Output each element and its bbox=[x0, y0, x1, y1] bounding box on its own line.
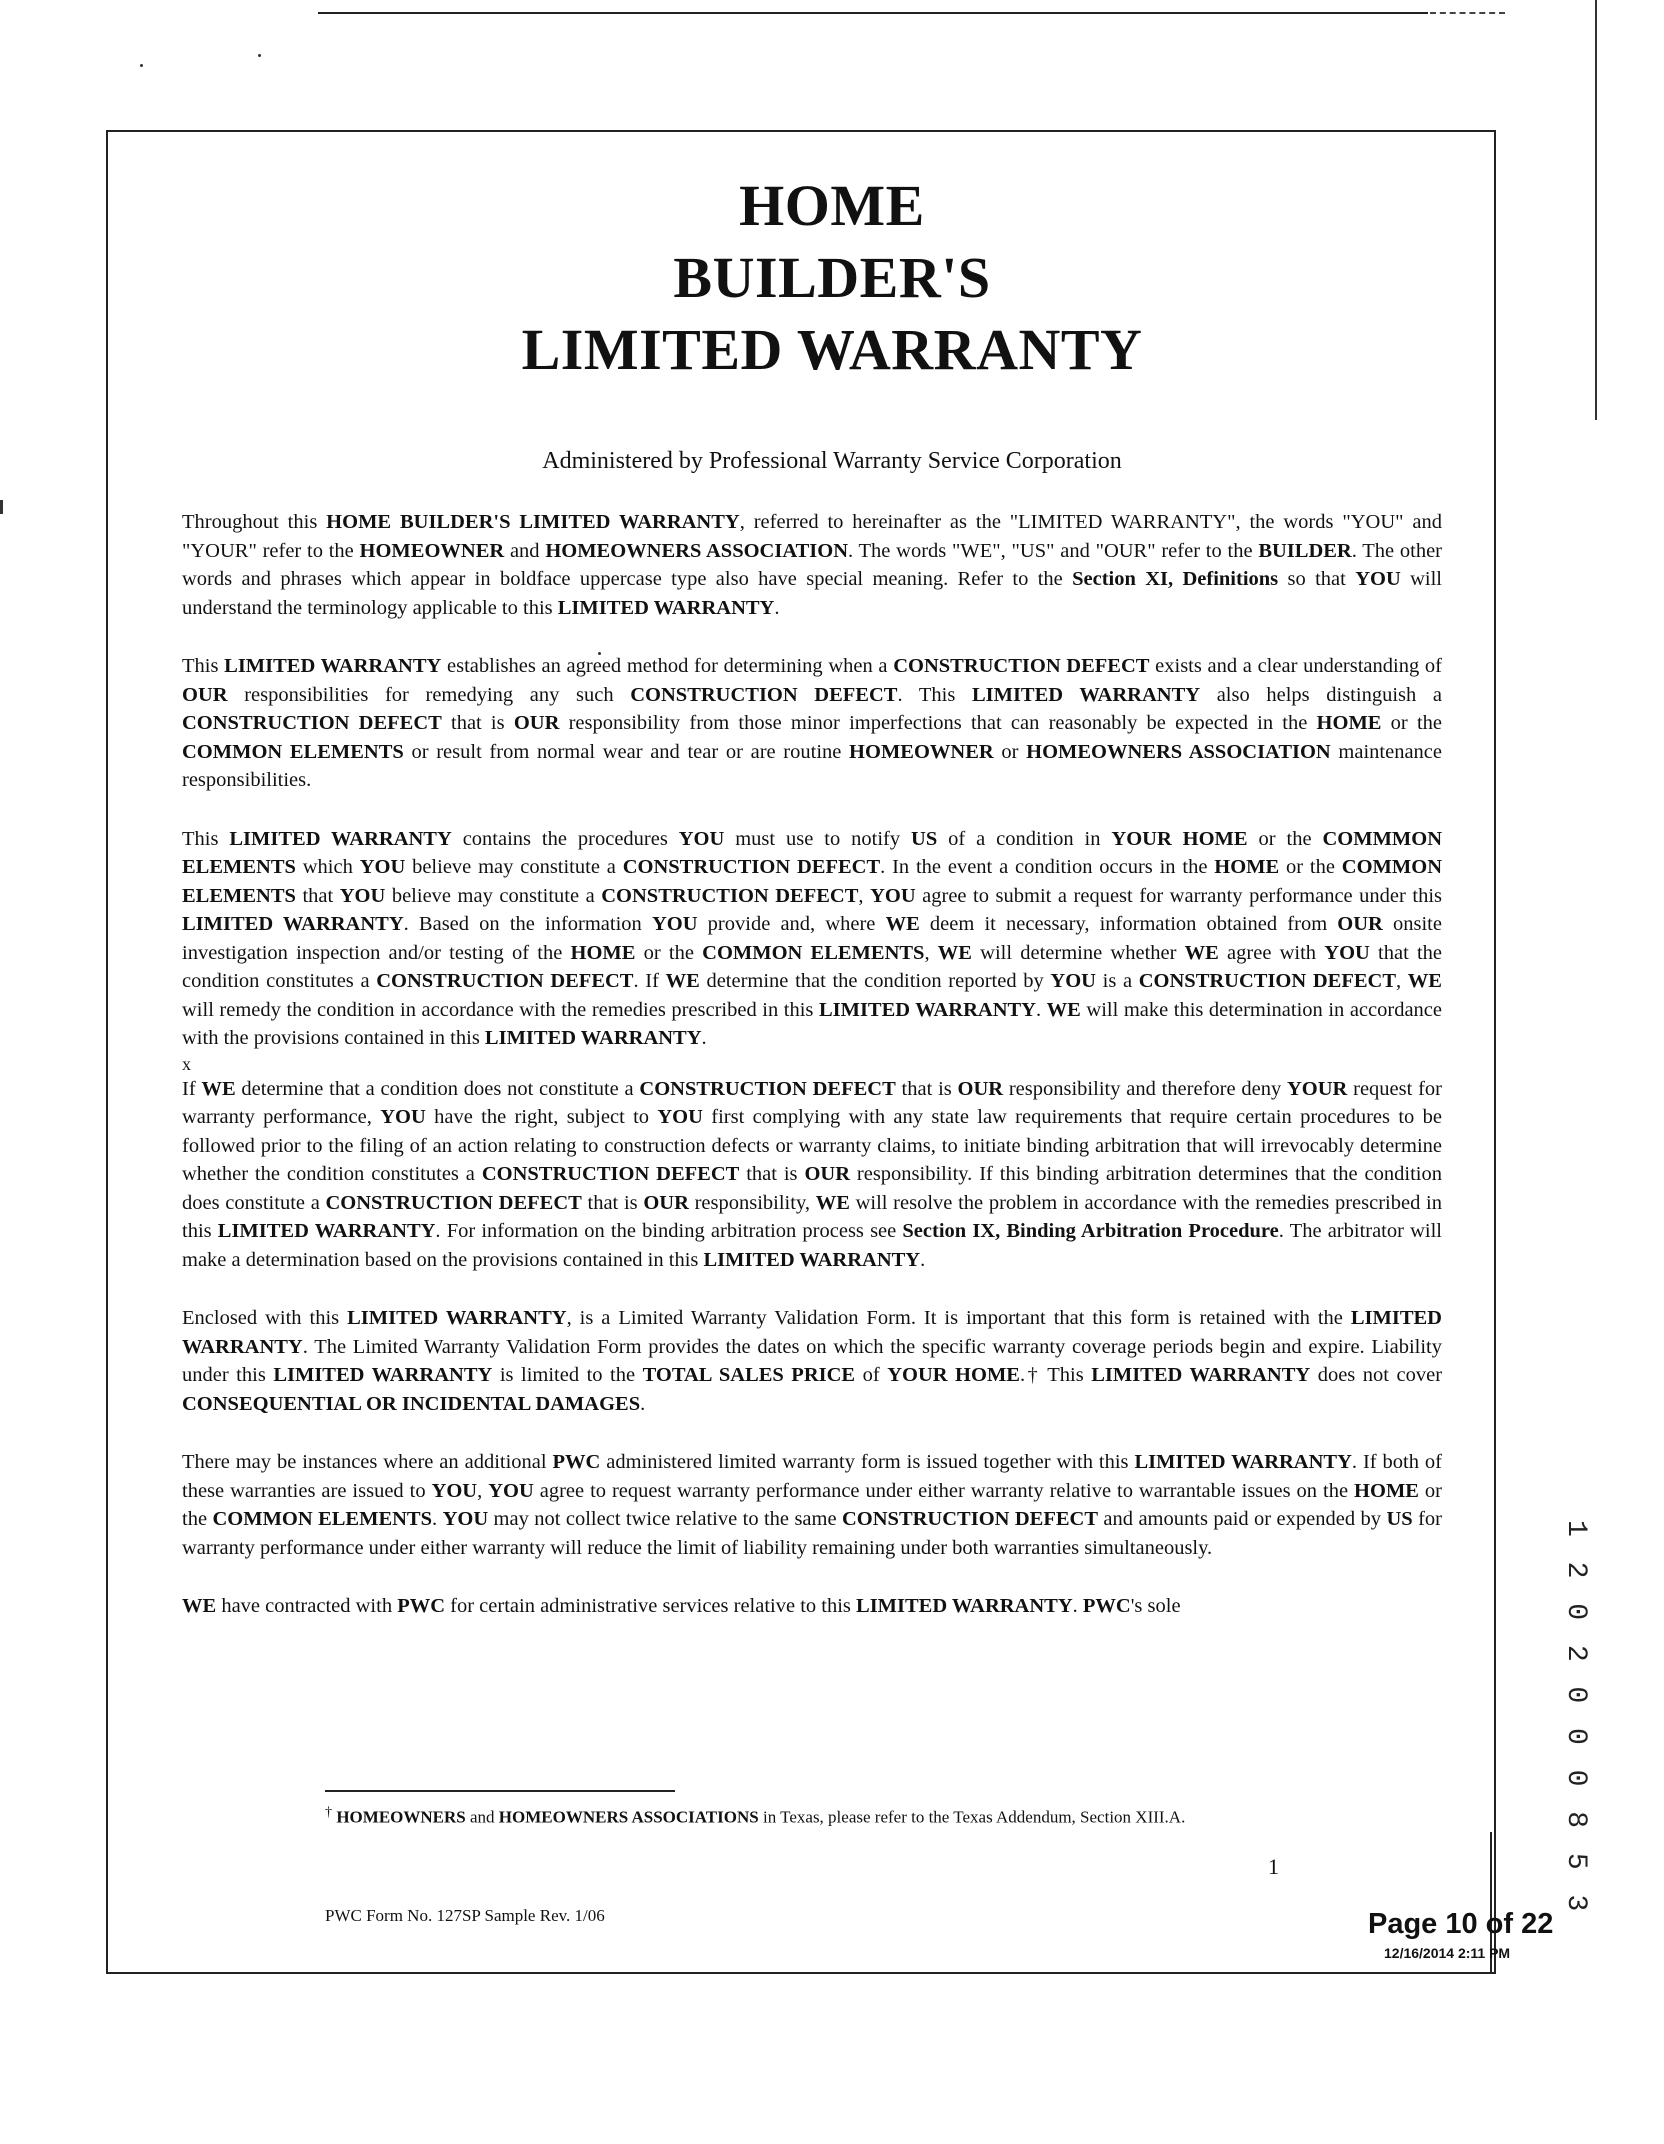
footnote-text: in Texas, please refer to the Texas Addendum, Section XIII.A. bbox=[758, 1807, 1186, 1827]
defined-term: LIMITED WARRANTY bbox=[856, 1595, 1073, 1617]
defined-term: OUR bbox=[1337, 913, 1383, 935]
defined-term: YOU bbox=[442, 1508, 489, 1530]
defined-term: CONSEQUENTIAL OR INCIDENTAL DAMAGES bbox=[182, 1392, 641, 1415]
paragraph bbox=[182, 508, 1442, 622]
text-run: for certain administrative services relative to this bbox=[445, 1595, 857, 1617]
defined-term: HOME bbox=[1354, 1479, 1419, 1502]
scan-border-dash bbox=[1430, 12, 1505, 14]
defined-term: LIMITED WARRANTY bbox=[703, 1248, 921, 1271]
text-run: of a condition in bbox=[937, 827, 1112, 850]
defined-term: Section IX, Binding Arbitration Procedure bbox=[902, 1220, 1279, 1242]
text-run: of bbox=[855, 1364, 888, 1386]
defined-term: HOMEOWNERS ASSOCIATION bbox=[545, 539, 849, 562]
defined-term: OUR bbox=[643, 1191, 689, 1214]
text-run: request for warranty performance, bbox=[182, 1077, 1442, 1128]
text-run: . bbox=[640, 1392, 646, 1415]
defined-term: WE bbox=[201, 1077, 236, 1100]
defined-term: CONSTRUCTION DEFECT bbox=[182, 712, 442, 734]
text-run: responsibilities for remedying any such bbox=[227, 683, 631, 706]
text-run: which bbox=[295, 856, 360, 878]
footnote-divider bbox=[325, 1790, 675, 1792]
defined-term: COMMMON ELEMENTS bbox=[182, 827, 1443, 878]
text-run: There may be instances where an additional bbox=[182, 1451, 553, 1473]
defined-term: LIMITED WARRANTY bbox=[818, 998, 1036, 1021]
text-run: , bbox=[477, 1479, 489, 1502]
text-run: is limited to the bbox=[492, 1364, 643, 1386]
text-run: will understand the terminology applicable to this bbox=[182, 568, 1442, 619]
text-run: will resolve the problem in accordance with the remedies prescribed in this bbox=[182, 1191, 1442, 1242]
scan-edge-mark bbox=[0, 500, 3, 514]
defined-term: CONSTRUCTION DEFECT bbox=[1138, 970, 1396, 992]
defined-term: HOME BUILDER'S LIMITED WARRANTY bbox=[326, 511, 740, 533]
defined-term: HOMEOWNERS ASSOCIATION bbox=[1026, 740, 1331, 763]
document-title bbox=[0, 170, 1664, 386]
stray-mark: x bbox=[182, 1053, 191, 1074]
text-run: 's sole bbox=[1130, 1595, 1181, 1617]
defined-term: YOU bbox=[657, 1106, 703, 1128]
defined-term: WE bbox=[665, 970, 700, 992]
defined-term: WE bbox=[1184, 941, 1219, 964]
text-run: . bbox=[920, 1248, 926, 1271]
paragraph bbox=[182, 1075, 1442, 1275]
defined-term: OUR bbox=[513, 712, 560, 734]
defined-term: LIMITED WARRANTY bbox=[217, 1220, 436, 1242]
text-run: believe may constitute a bbox=[405, 856, 623, 878]
defined-term: OUR bbox=[804, 1163, 850, 1185]
defined-term: YOU bbox=[359, 856, 406, 878]
text-run: or the bbox=[635, 941, 703, 964]
defined-term: HOMEOWNER bbox=[359, 539, 505, 562]
text-run: , is a Limited Warranty Validation Form. It is important that this form is retained with the bbox=[566, 1307, 1351, 1329]
text-run: responsibility, bbox=[688, 1191, 816, 1214]
defined-term: YOU bbox=[1050, 970, 1096, 992]
text-run: . In the event a condition occurs in the bbox=[880, 856, 1215, 878]
text-run: . The Limited Warranty Validation Form provides the dates on which the specific warranty coverage periods begin and expire. Liability under this bbox=[182, 1335, 1442, 1386]
defined-term: YOU bbox=[651, 913, 698, 935]
defined-term: LIMITED WARRANTY bbox=[347, 1307, 567, 1329]
defined-term: WE bbox=[182, 1595, 217, 1617]
text-run: Enclosed with this bbox=[182, 1307, 348, 1329]
defined-term: LIMITED WARRANTY bbox=[557, 596, 775, 619]
text-run: or the bbox=[1247, 827, 1323, 850]
text-run: that the condition constitutes a bbox=[182, 941, 1443, 992]
text-run: . The arbitrator will make a determination based on the provisions contained in this bbox=[182, 1220, 1443, 1271]
defined-term: YOU bbox=[431, 1479, 478, 1502]
defined-term: Section XI, Definitions bbox=[1072, 568, 1279, 590]
text-run: will make this determination in accordance with the provisions contained in this bbox=[182, 998, 1442, 1049]
text-run: or bbox=[993, 740, 1027, 763]
defined-term: CONSTRUCTION DEFECT bbox=[630, 683, 898, 706]
text-run: . Based on the information bbox=[403, 913, 652, 935]
text-run: or the bbox=[182, 1479, 1443, 1530]
text-run: determine that the condition reported by bbox=[699, 970, 1051, 992]
defined-term: US bbox=[911, 827, 938, 850]
defined-term: YOU bbox=[870, 884, 916, 907]
defined-term: YOUR HOME bbox=[887, 1364, 1020, 1386]
scan-speck bbox=[258, 54, 261, 57]
text-run: for warranty performance under either warranty will reduce the limit of liability remaining under both warranties simultaneously. bbox=[182, 1508, 1442, 1559]
text-run: that is bbox=[739, 1163, 805, 1185]
text-run: , referred to hereinafter as the "LIMITED WARRANTY", the words "YOU" and "YOUR" refer to the bbox=[182, 511, 1442, 562]
defined-term: OUR bbox=[182, 683, 228, 706]
text-run: also helps distinguish a bbox=[1200, 683, 1442, 706]
page-stamp: Page 10 of 22 bbox=[1368, 1908, 1554, 1940]
text-run: and amounts paid or expended by bbox=[1098, 1508, 1387, 1530]
defined-term: BUILDER bbox=[1258, 539, 1352, 562]
paragraph bbox=[182, 1304, 1442, 1418]
text-run: deem it necessary, information obtained from bbox=[919, 913, 1338, 935]
defined-term: HOME bbox=[1214, 856, 1280, 878]
defined-term: CONSTRUCTION DEFECT bbox=[601, 884, 859, 907]
text-run: . bbox=[432, 1508, 443, 1530]
scan-speck bbox=[140, 64, 143, 67]
text-run: that is bbox=[441, 712, 514, 734]
defined-term: LIMITED WARRANTY bbox=[182, 1307, 1442, 1358]
text-run: that is bbox=[895, 1077, 958, 1100]
text-run: , bbox=[924, 941, 938, 964]
text-run: or result from normal wear and tear or are routine bbox=[403, 740, 850, 763]
text-run: exists and a clear understanding of bbox=[1149, 655, 1442, 677]
defined-term: HOME bbox=[1316, 712, 1382, 734]
text-run: responsibility and therefore deny bbox=[1003, 1077, 1287, 1100]
defined-term: CONSTRUCTION DEFECT bbox=[842, 1508, 1099, 1530]
title-line: LIMITED WARRANTY bbox=[521, 317, 1143, 382]
defined-term: LIMITED WARRANTY bbox=[1134, 1451, 1352, 1473]
defined-term: LIMITED WARRANTY bbox=[1091, 1364, 1311, 1386]
paragraph bbox=[182, 1592, 1442, 1621]
defined-term: OUR bbox=[957, 1077, 1004, 1100]
text-run: . bbox=[1072, 1595, 1083, 1617]
defined-term: COMMON ELEMENTS bbox=[702, 941, 925, 964]
scan-border-line bbox=[318, 12, 1428, 14]
text-run: If bbox=[182, 1077, 202, 1100]
text-run: will determine whether bbox=[971, 941, 1185, 964]
defined-term: YOU bbox=[380, 1106, 426, 1128]
defined-term: WE bbox=[885, 913, 920, 935]
defined-term: COMMON ELEMENTS bbox=[182, 740, 404, 763]
defined-term: WE bbox=[937, 941, 972, 964]
defined-term: LIMITED WARRANTY bbox=[229, 827, 452, 850]
defined-term: HOME bbox=[570, 941, 636, 964]
text-run: , bbox=[858, 884, 871, 907]
footnote-term: HOMEOWNERS bbox=[336, 1807, 466, 1827]
text-run: This bbox=[182, 827, 230, 850]
text-run: establishes an agreed method for determining when a bbox=[441, 655, 894, 677]
text-run: that bbox=[295, 884, 340, 907]
title-line: HOME bbox=[739, 173, 925, 238]
text-run: or the bbox=[1381, 712, 1442, 734]
defined-term: LIMITED WARRANTY bbox=[224, 655, 442, 677]
text-run: . bbox=[701, 1027, 707, 1049]
defined-term: YOUR bbox=[1286, 1077, 1348, 1100]
defined-term: PWC bbox=[552, 1451, 601, 1473]
document-body bbox=[182, 508, 1442, 1651]
defined-term: YOU bbox=[1355, 568, 1401, 590]
text-run: will remedy the condition in accordance with the remedies prescribed in this bbox=[182, 998, 819, 1021]
text-run: , bbox=[1396, 970, 1408, 992]
defined-term: CONSTRUCTION DEFECT bbox=[639, 1077, 896, 1100]
text-run: may not collect twice relative to the same bbox=[488, 1508, 842, 1530]
defined-term: YOU bbox=[339, 884, 386, 907]
defined-term: PWC bbox=[397, 1595, 446, 1617]
text-run: Throughout this bbox=[182, 511, 327, 533]
text-run: or the bbox=[1279, 856, 1342, 878]
footnote-term: HOMEOWNERS ASSOCIATIONS bbox=[498, 1807, 759, 1827]
form-number: PWC Form No. 127SP Sample Rev. 1/06 bbox=[325, 1906, 605, 1925]
text-run: . bbox=[774, 596, 780, 619]
text-run: . bbox=[1035, 998, 1047, 1021]
footnote bbox=[325, 1800, 1285, 1830]
text-run: provide and, where bbox=[697, 913, 886, 935]
text-run: . This bbox=[897, 683, 972, 706]
document-id-number: 1 2 0 2 0 0 0 8 5 3 bbox=[1560, 1520, 1591, 1916]
text-run: . The words "WE", "US" and "OUR" refer to the bbox=[848, 539, 1259, 562]
defined-term: WE bbox=[815, 1191, 850, 1214]
defined-term: YOU bbox=[488, 1479, 534, 1502]
text-run: onsite investigation inspection and/or testing of the bbox=[182, 913, 1442, 964]
defined-term: CONSTRUCTION DEFECT bbox=[325, 1191, 582, 1214]
text-run: contains the procedures bbox=[451, 827, 679, 850]
text-run: This bbox=[182, 655, 225, 677]
text-run: . If both of these warranties are issued to bbox=[182, 1451, 1442, 1502]
footnote-text: and bbox=[465, 1807, 499, 1827]
text-run: maintenance responsibilities. bbox=[182, 740, 1442, 791]
defined-term: WE bbox=[1407, 970, 1442, 992]
paragraph bbox=[182, 652, 1442, 795]
defined-term: COMMON ELEMENTS bbox=[212, 1508, 433, 1530]
defined-term: WE bbox=[1046, 998, 1081, 1021]
text-run: so that bbox=[1278, 568, 1356, 590]
defined-term: CONSTRUCTION DEFECT bbox=[376, 970, 634, 992]
defined-term: LIMITED WARRANTY bbox=[273, 1364, 493, 1386]
text-run: that is bbox=[581, 1191, 644, 1214]
defined-term: CONSTRUCTION DEFECT bbox=[481, 1163, 740, 1185]
defined-term: TOTAL SALES PRICE bbox=[642, 1364, 856, 1386]
text-run: agree with bbox=[1218, 941, 1325, 964]
text-run: administered limited warranty form is issued together with this bbox=[600, 1451, 1135, 1473]
text-run: have the right, subject to bbox=[425, 1106, 658, 1128]
document-subtitle: Administered by Professional Warranty Service Corporation bbox=[542, 448, 1122, 474]
defined-term: YOUR HOME bbox=[1111, 827, 1248, 850]
text-run: responsibility from those minor imperfections that can reasonably be expected in the bbox=[559, 712, 1317, 734]
footnote-marker: † bbox=[325, 1804, 333, 1820]
defined-term: LIMITED WARRANTY bbox=[182, 913, 404, 935]
text-run: must use to notify bbox=[724, 827, 912, 850]
text-run: believe may constitute a bbox=[385, 884, 602, 907]
text-run: and bbox=[504, 539, 546, 562]
paragraph bbox=[182, 825, 1442, 1053]
defined-term: LIMITED WARRANTY bbox=[971, 683, 1201, 706]
text-run: first complying with any state law requirements that require certain procedures to be followed prior to the filing of an action relating to construction defects or warranty claims, to initiate binding arbitration that will irrevocably determine whether the condition constitutes a bbox=[182, 1106, 1442, 1185]
text-run: agree to request warranty performance under either warranty relative to warrantable issues on the bbox=[533, 1479, 1355, 1502]
title-line: BUILDER'S bbox=[673, 245, 991, 310]
defined-term: YOU bbox=[1324, 941, 1370, 964]
defined-term: PWC bbox=[1082, 1595, 1131, 1617]
text-run: is a bbox=[1095, 970, 1139, 992]
defined-term: YOU bbox=[678, 827, 725, 850]
defined-term: HOMEOWNER bbox=[849, 740, 994, 763]
text-run: responsibility. If this binding arbitration determines that the condition does constitute a bbox=[182, 1163, 1442, 1214]
text-run: determine that a condition does not constitute a bbox=[235, 1077, 640, 1100]
text-run: .† This bbox=[1019, 1364, 1092, 1386]
text-run: agree to submit a request for warranty performance under this bbox=[915, 884, 1442, 907]
text-run: have contracted with bbox=[216, 1595, 398, 1617]
defined-term: CONSTRUCTION DEFECT bbox=[893, 655, 1150, 677]
defined-term: CONSTRUCTION DEFECT bbox=[622, 856, 881, 878]
defined-term: LIMITED WARRANTY bbox=[484, 1027, 702, 1049]
stamp-datetime: 12/16/2014 2:11 PM bbox=[1384, 1945, 1511, 1961]
defined-term: US bbox=[1386, 1508, 1413, 1530]
text-run: . The other words and phrases which appear in boldface uppercase type also have special meaning. Refer to the bbox=[182, 539, 1442, 590]
page-number: 1 bbox=[1268, 1854, 1279, 1879]
text-run: . If bbox=[633, 970, 666, 992]
defined-term: COMMON ELEMENTS bbox=[182, 856, 1442, 907]
paragraph bbox=[182, 1448, 1442, 1562]
text-run: . For information on the binding arbitration process see bbox=[435, 1220, 903, 1242]
text-run: does not cover bbox=[1310, 1364, 1443, 1386]
